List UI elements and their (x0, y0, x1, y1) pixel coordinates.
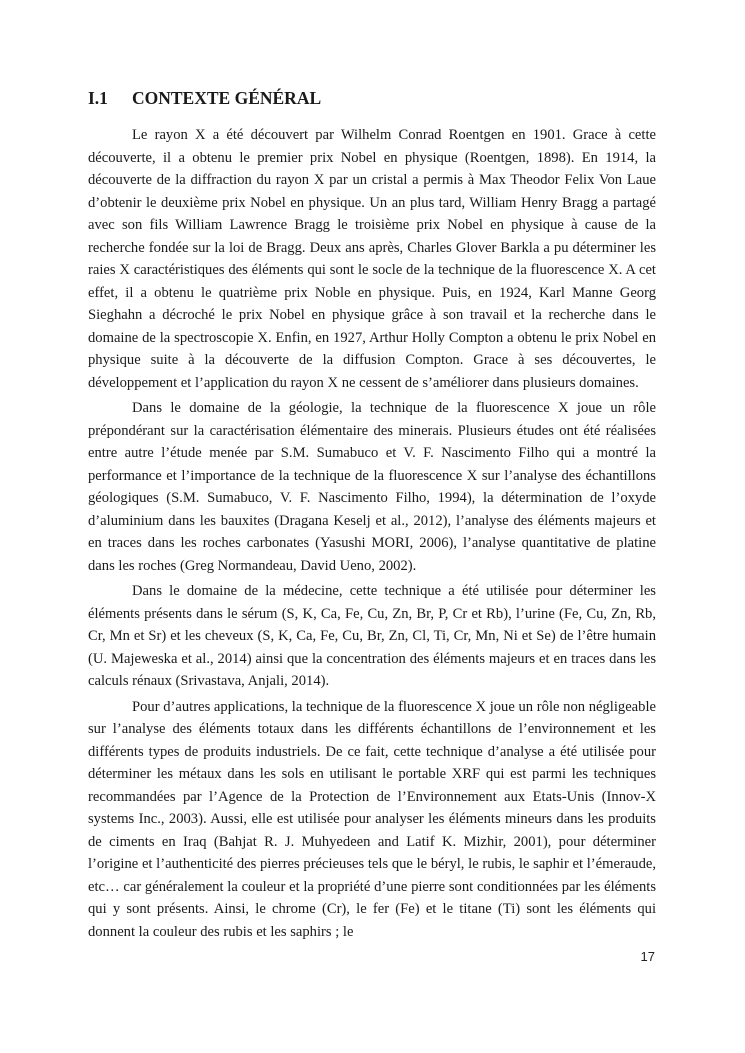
page-number: 17 (640, 949, 655, 964)
document-page (88, 86, 656, 946)
section-heading (88, 86, 656, 110)
paragraph-history: Le rayon X a été découvert par Wilhelm Conrad Roentgen en 1901. Grace à cette découverte, il a obtenu le premier prix Nobel en physique (Roentgen, 1898). En 1914, la découverte de la diffraction du rayon X par un cristal a permis à Max Theodor Felix Von Laue d’obtenir le deuxième prix Nobel en physique. Un an plus tard, William Henry Bragg a partagé avec son fils William Lawrence Bragg le troisième prix Nobel en physique à cause de la recherche fondée sur la loi de Bragg. Deux ans après, Charles Glover Barkla a pu déterminer les raies X caractéristiques des éléments qui sont le socle de la technique de la fluorescence X. A cet effet, il a obtenu le quatrième prix Noble en physique. Puis, en 1924, Karl Manne Georg Sieghahn a décroché le prix Nobel en physique grâce à son travail et la recherche dans le domaine de la spectroscopie X. Enfin, en 1927, Arthur Holly Compton a obtenu le prix Nobel en physique suite à la découverte de la diffusion Compton. Grace à ses découvertes, le développement et l’application du rayon X ne cessent de s’améliorer dans plusieurs domaines. (88, 127, 656, 391)
paragraph-geology: Dans le domaine de la géologie, la technique de la fluorescence X joue un rôle prépondérant sur la caractérisation élémentaire des minerais. Plusieurs études ont été réalisées entre autre l’étude menée par S.M. Sumabuco et V. F. Nascimento Filho qui a montré la performance et l’importance de la technique de la fluorescence X sur l’analyse des échantillons géologiques (S.M. Sumabuco, V. F. Nascimento Filho, 1994), la détermination de l’oxyde d’aluminium dans les bauxites (Dragana Keselj et al., 2012), l’analyse des éléments majeurs et en traces dans les roches carbonates (Yasushi MORI, 2006), l’analyse quantitative de platine dans les roches (Greg Normandeau, David Ueno, 2002). (88, 400, 656, 574)
paragraph-other-applications: Pour d’autres applications, la technique de la fluorescence X joue un rôle non négligeable sur l’analyse des éléments totaux dans les différents échantillons de l’environnement et les différents types de produits industriels. De ce fait, cette technique d’analyse a été utilisée pour déterminer les métaux dans les sols en utilisant le portable XRF qui est parmi les techniques recommandées par l’Agence de la Protection de l’Environnement aux Etats-Unis (Innov-X systems Inc., 2003). Aussi, elle est utilisée pour analyser les éléments mineurs dans les produits de ciments en Iraq (Bahjat R. J. Muhyedeen and Latif K. Mizhir, 2001), pour déterminer l’origine et l’authenticité des pierres précieuses tels que le béryl, le rubis, le saphir et l’émeraude, etc… car généralement la couleur et la propriété d’une pierre sont conditionnées par les éléments qui y sont présents. Ainsi, le chrome (Cr), le fer (Fe) et le titane (Ti) sont les éléments qui donnent la couleur des rubis et les saphirs ; le (88, 698, 656, 940)
paragraph-medicine: Dans le domaine de la médecine, cette technique a été utilisée pour déterminer les éléments présents dans le sérum (S, K, Ca, Fe, Cu, Zn, Br, P, Cr et Rb), l’urine (Fe, Cu, Zn, Rb, Cr, Mn et Sr) et les cheveux (S, K, Ca, Fe, Cu, Br, Zn, Cl, Ti, Cr, Mn, Ni et Se) de l’être humain (U. Majeweska et al., 2014) ainsi que la concentration des éléments majeurs et en traces dans les calculs rénaux (Srivastava, Anjali, 2014). (88, 583, 656, 689)
section-number: I.1 (88, 88, 108, 108)
section-title: CONTEXTE GÉNÉRAL (132, 88, 322, 108)
